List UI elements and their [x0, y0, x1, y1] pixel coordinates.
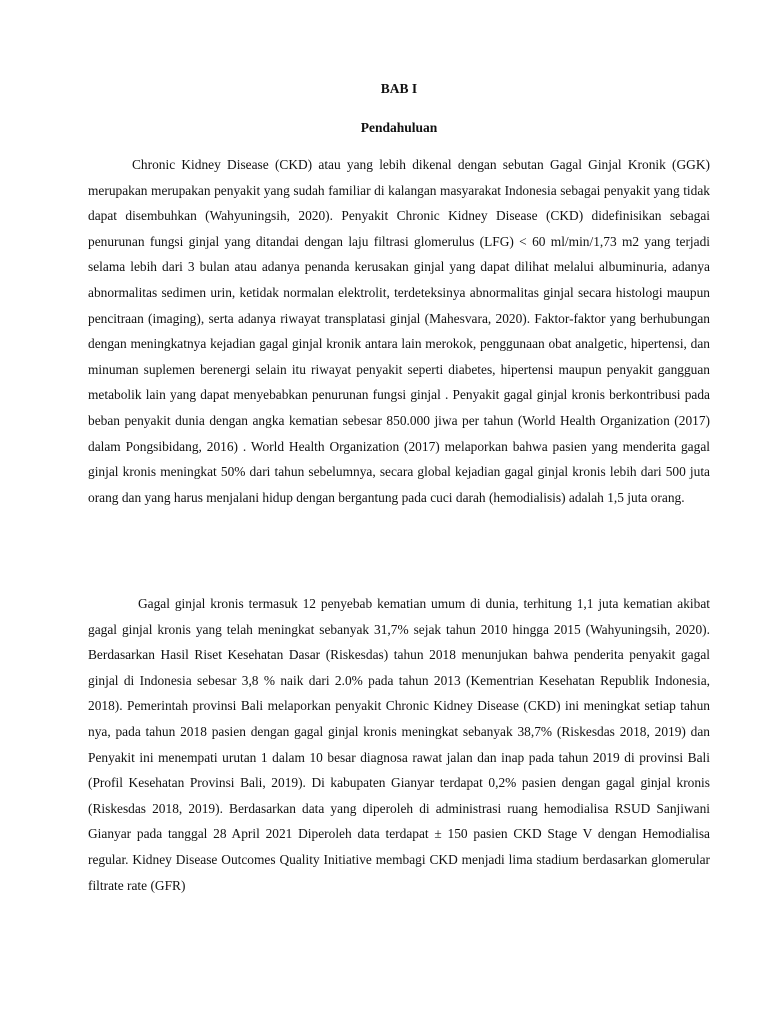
body-paragraph-1: Chronic Kidney Disease (CKD) atau yang lebih dikenal dengan sebutan Gagal Ginjal Kronik (GGK) merupakan merupakan penyakit yang sudah familiar di kalangan masyarakat Indonesia sebagai penyakit yang tidak dapat disembuhkan (Wahyuningsih, 2020). Penyakit Chronic Kidney Disease (CKD) didefinisikan sebagai penurunan fungsi ginjal yang ditandai dengan laju filtrasi glomerulus (LFG) < 60 ml/min/1,73 m2 yang terjadi selama lebih dari 3 bulan atau adanya penanda kerusakan ginjal yang dapat dilihat melalui albuminuria, adanya abnormalitas sedimen urin, ketidak normalan elektrolit, terdeteksinya abnormalitas ginjal secara histologi maupun pencitraan (imaging), serta adanya riwayat transplatasi ginjal (Mahesvara, 2020). Faktor-faktor yang berhubungan dengan meningkatnya kejadian gagal ginjal kronik antara lain merokok, penggunaan obat analgetic, hipertensi, dan minuman suplemen berenergi selain itu riwayat penyakit seperti diabetes, hipertensi maupun penyakit gangguan metabolik lain yang dapat menyebabkan penurunan fungsi ginjal . Penyakit gagal ginjal kronis berkontribusi pada beban penyakit dunia dengan angka kematian sebesar 850.000 jiwa per tahun (World Health Organization (2017) dalam Pongsibidang, 2016) . World Health Organization (2017) melaporkan bahwa pasien yang menderita gagal ginjal kronis meningkat 50% dari tahun sebelumnya, secara global kejadian gagal ginjal kronis lebih dari 500 juta orang dan yang harus menjalani hidup dengan bergantung pada cuci darah (hemodialisis) adalah 1,5 juta orang.	[88, 157, 710, 505]
section-title: Pendahuluan	[360, 120, 438, 135]
document-page	[88, 0, 710, 1024]
body-paragraph-2: Gagal ginjal kronis termasuk 12 penyebab kematian umum di dunia, terhitung 1,1 juta kematian akibat gagal ginjal kronis yang telah meningkat sebanyak 31,7% sejak tahun 2010 hingga 2015 (Wahyuningsih, 2020). Berdasarkan Hasil Riset Kesehatan Dasar (Riskesdas) tahun 2018 menunjukan bahwa penderita penyakit gagal ginjal di Indonesia sebesar 3,8 % naik dari 2.0% pada tahun 2013 (Kementrian Kesehatan Republik Indonesia, 2018). Pemerintah provinsi Bali melaporkan penyakit Chronic Kidney Disease (CKD) ini meningkat setiap tahun nya, pada tahun 2018 pasien dengan gagal ginjal kronis meningkat sebanyak 38,7% (Riskesdas 2018, 2019) dan Penyakit ini menempati urutan 1 dalam 10 besar diagnosa rawat jalan dan inap pada tahun 2019 di provinsi Bali (Profil Kesehatan Provinsi Bali, 2019). Di kabupaten Gianyar terdapat 0,2% pasien dengan gagal ginjal kronis (Riskesdas 2018, 2019). Berdasarkan data yang diperoleh di administrasi ruang hemodialisa RSUD Sanjiwani Gianyar pada tanggal 28 April 2021 Diperoleh data terdapat ± 150 pasien CKD Stage V dengan Hemodialisa regular. Kidney Disease Outcomes Quality Initiative membagi CKD menjadi lima stadium berdasarkan glomerular filtrate rate (GFR)	[88, 596, 710, 893]
chapter-heading: BAB I	[380, 81, 418, 96]
